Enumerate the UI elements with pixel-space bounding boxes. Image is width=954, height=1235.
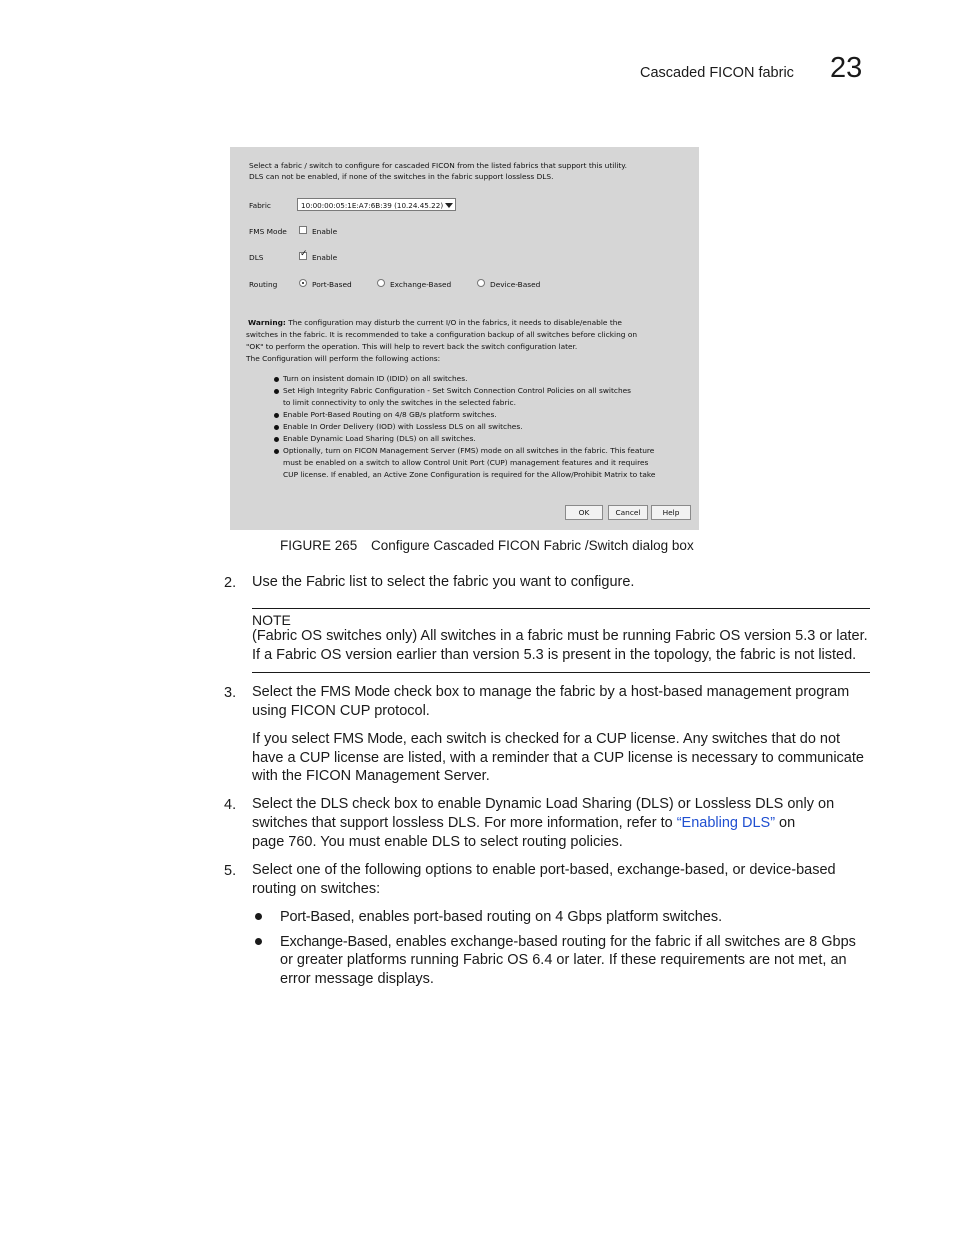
help-button[interactable]: Help <box>651 505 691 520</box>
cancel-button[interactable]: Cancel <box>608 505 648 520</box>
step-3-p2-keyword: FMS Mode <box>333 731 403 747</box>
step-4-line-2-pre: switches that support lossless DLS. For more information, refer to <box>252 815 677 831</box>
step-2-pre: Use the <box>252 574 306 590</box>
step-3-line-1 <box>252 683 849 702</box>
step-4-post: check box to enable Dynamic Load Sharing (DLS) or Lossless DLS only on <box>348 796 835 812</box>
step-4-line-3: page 760. You must enable DLS to select routing policies. <box>252 834 623 850</box>
note-bottom-rule <box>252 672 870 673</box>
bullet-icon <box>255 913 262 920</box>
step-4-line-1 <box>252 795 834 814</box>
fabric-label: Fabric <box>249 201 271 210</box>
routing-port-based-radio[interactable] <box>299 279 307 287</box>
fabric-select-value: 10:00:00:05:1E:A7:6B:39 (10.24.45.22) <box>301 201 444 210</box>
step-3-keyword: FMS Mode <box>320 684 390 700</box>
running-header-title: Cascaded FICON fabric <box>640 65 794 81</box>
port-based-text: , enables port-based routing on 4 Gbps platform switches. <box>350 909 723 925</box>
bullet-icon <box>274 413 279 418</box>
fms-mode-label: FMS Mode <box>249 227 287 236</box>
enabling-dls-link[interactable]: “Enabling DLS” <box>676 815 776 831</box>
step-4-number: 4. <box>224 797 237 813</box>
action-5: Enable Dynamic Load Sharing (DLS) on all switches. <box>283 434 476 443</box>
chapter-number: 23 <box>830 52 863 84</box>
step-3-pre: Select the <box>252 684 321 700</box>
exchange-based-item <box>280 933 856 952</box>
warning-line-2: switches in the fabric. It is recommended to take a configuration backup of all switches before clicking on <box>246 330 638 339</box>
step-5-line-1: Select one of the following options to enable port-based, exchange-based, or device-based <box>252 862 836 878</box>
action-3: Enable Port-Based Routing on 4/8 GB/s platform switches. <box>283 410 497 419</box>
figure-number: FIGURE 265 <box>280 538 358 553</box>
dialog-intro-line-1: Select a fabric / switch to configure for cascaded FICON from the listed fabrics that support this utility. <box>249 161 627 170</box>
routing-port-based-label: Port-Based <box>312 280 352 289</box>
fms-mode-checkbox[interactable] <box>299 226 307 234</box>
radio-selected-dot-icon <box>302 282 304 284</box>
dialog-intro-line-2: DLS can not be enabled, if none of the switches in the fabric support lossless DLS. <box>249 172 554 181</box>
step-3-p2-pre: If you select <box>252 731 334 747</box>
step-2-keyword: Fabric <box>306 574 346 590</box>
action-4: Enable In Order Delivery (IOD) with Lossless DLS on all switches. <box>283 422 523 431</box>
step-3-post: check box to manage the fabric by a host-based management program <box>389 684 850 700</box>
step-4-line-2-post: on <box>775 815 796 831</box>
port-based-item <box>280 908 722 927</box>
note-line-1: (Fabric OS switches only) All switches in a fabric must be running Fabric OS version 5.3 or later. <box>252 628 868 644</box>
bullet-icon <box>255 938 262 945</box>
step-5-line-2: routing on switches: <box>252 881 381 897</box>
routing-exchange-based-radio[interactable] <box>377 279 385 287</box>
step-2-post: list to select the fabric you want to configure. <box>345 574 635 590</box>
routing-exchange-based-label: Exchange-Based <box>390 280 452 289</box>
step-3-p2-line-1 <box>252 730 840 749</box>
action-6-line-2: must be enabled on a switch to allow Control Unit Port (CUP) management features and it requires <box>283 458 649 467</box>
action-1: Turn on insistent domain ID (IDID) on all switches. <box>283 374 468 383</box>
bullet-icon <box>274 425 279 430</box>
exchange-based-line-2: or greater platforms running Fabric OS 6.4 or later. If these requirements are not met, an <box>280 952 847 968</box>
ok-button[interactable]: OK <box>565 505 603 520</box>
action-6-line-1: Optionally, turn on FICON Management Server (FMS) mode on all switches in the fabric. This feature <box>283 446 655 455</box>
note-title: NOTE <box>252 612 291 628</box>
step-3-p2-line-2: have a CUP license are listed, with a reminder that a CUP license is necessary to communicate <box>252 750 864 766</box>
chevron-down-icon[interactable] <box>445 203 453 208</box>
action-6-line-3: CUP license. If enabled, an Active Zone Configuration is required for the Allow/Prohibit Matrix to take <box>283 470 656 479</box>
step-3-p2-line-3: with the FICON Management Server. <box>252 768 490 784</box>
warning-line-4: The Configuration will perform the following actions: <box>246 354 441 363</box>
exchange-based-line-3: error message displays. <box>280 971 434 987</box>
fms-mode-enable-label: Enable <box>312 227 338 236</box>
dls-label: DLS <box>249 253 264 262</box>
note-top-rule <box>252 608 870 609</box>
warning-text-1: The configuration may disturb the current I/O in the fabrics, it needs to disable/enable the <box>288 318 622 327</box>
warning-line-3: "OK" to perform the operation. This will help to revert back the switch configuration later. <box>246 342 578 351</box>
checkmark-icon: ✓ <box>300 249 308 259</box>
step-2-number: 2. <box>224 575 237 591</box>
figure-caption-text: Configure Cascaded FICON Fabric /Switch dialog box <box>371 538 694 553</box>
step-3-line-2: using FICON CUP protocol. <box>252 703 430 719</box>
warning-line-1 <box>248 318 622 327</box>
action-2-line-1: Set High Integrity Fabric Configuration - Set Switch Connection Control Policies on all switches <box>283 386 632 395</box>
action-2-line-2: to limit connectivity to only the switches in the selected fabric. <box>283 398 516 407</box>
routing-device-based-radio[interactable] <box>477 279 485 287</box>
step-2-text <box>252 573 634 592</box>
bullet-icon <box>274 389 279 394</box>
dls-enable-label: Enable <box>312 253 338 262</box>
bullet-icon <box>274 437 279 442</box>
figure-caption <box>280 538 694 553</box>
dls-checkbox[interactable] <box>299 249 308 260</box>
step-4-pre: Select the <box>252 796 321 812</box>
step-4-keyword: DLS <box>320 796 349 812</box>
exchange-based-text: , enables exchange-based routing for the fabric if all switches are 8 Gbps <box>387 934 856 950</box>
exchange-based-keyword: Exchange-Based <box>280 934 388 950</box>
routing-label: Routing <box>249 280 278 289</box>
step-3-p2-post: , each switch is checked for a CUP license. Any switches that do not <box>402 731 841 747</box>
configure-cascaded-ficon-dialog <box>230 147 699 530</box>
port-based-keyword: Port-Based <box>280 909 351 925</box>
fabric-select[interactable] <box>297 198 456 211</box>
note-line-2: If a Fabric OS version earlier than version 5.3 is present in the topology, the fabric is not listed. <box>252 647 857 663</box>
step-4-line-2 <box>252 814 795 833</box>
routing-device-based-label: Device-Based <box>490 280 541 289</box>
bullet-icon <box>274 449 279 454</box>
step-3-number: 3. <box>224 685 237 701</box>
step-5-number: 5. <box>224 863 237 879</box>
warning-label: Warning: <box>248 318 286 327</box>
bullet-icon <box>274 377 279 382</box>
